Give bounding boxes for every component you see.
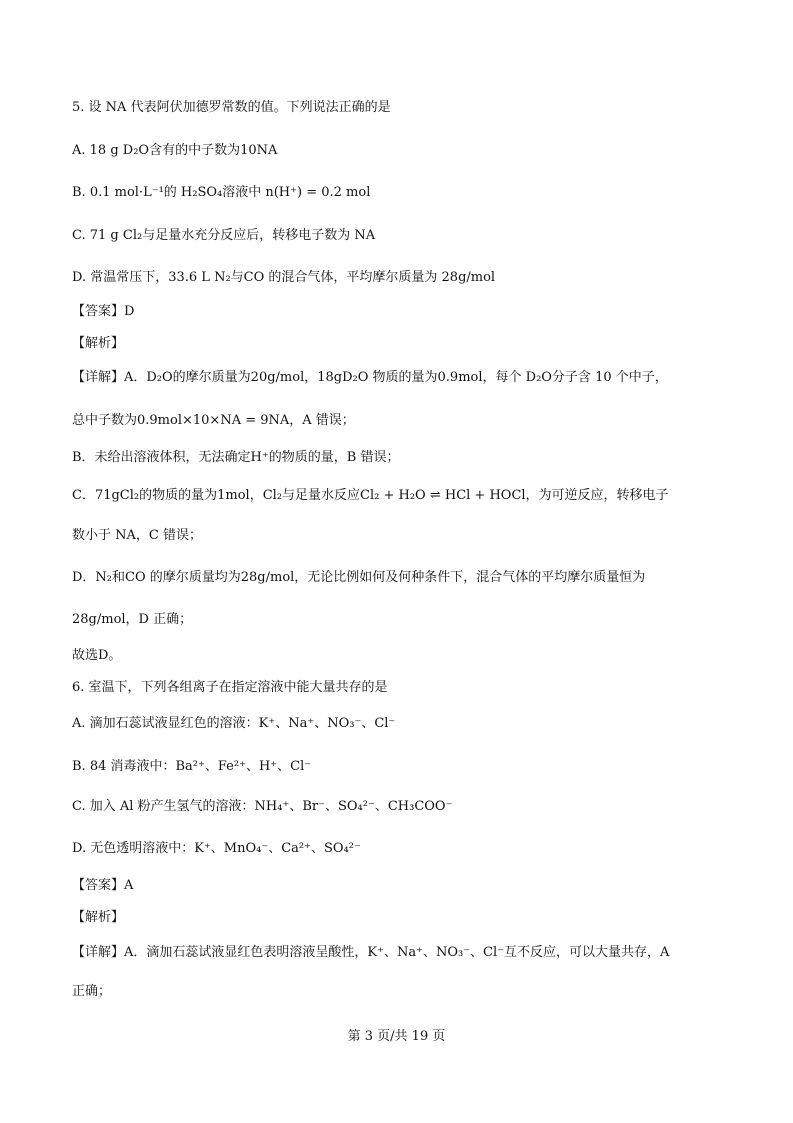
question-5-option-a: A. 18 g D₂O含有的中子数为10NA — [72, 143, 278, 158]
question-6-answer: 【答案】A — [72, 878, 134, 893]
question-5-stem: 5. 设 NA 代表阿伏加德罗常数的值。下列说法正确的是 — [72, 100, 391, 115]
question-6-detail-a-line1: 【详解】A．滴加石蕊试液显红色表明溶液呈酸性，K⁺、Na⁺、NO₃⁻、Cl⁻互不反应，可以大量共存，A — [72, 945, 670, 960]
question-6-option-a: A. 滴加石蕊试液显红色的溶液：K⁺、Na⁺、NO₃⁻、Cl⁻ — [72, 716, 396, 731]
question-6-option-b: B. 84 消毒液中：Ba²⁺、Fe²⁺、H⁺、Cl⁻ — [72, 759, 312, 774]
question-5-detail-a-line1: 【详解】A．D₂O的摩尔质量为20g/mol，18gD₂O 物质的量为0.9mol，每个 D₂O分子含 10 个中子， — [72, 370, 668, 385]
question-6-detail-a-line2: 正确； — [72, 984, 112, 999]
question-5-detail-c-line2: 数小于 NA，C 错误； — [72, 528, 202, 543]
question-6-option-d: D. 无色透明溶液中：K⁺、MnO₄⁻、Ca²⁺、SO₄²⁻ — [72, 841, 361, 856]
question-5-option-b: B. 0.1 mol·L⁻¹的 H₂SO₄溶液中 n(H⁺) = 0.2 mol — [72, 185, 371, 200]
question-5-detail-b: B．未给出溶液体积，无法确定H⁺的物质的量，B 错误； — [72, 450, 400, 465]
page-footer: 第 3 页/共 19 页 — [347, 1029, 446, 1044]
question-6-option-c: C. 加入 Al 粉产生氢气的溶液：NH₄⁺、Br⁻、SO₄²⁻、CH₃COO⁻ — [72, 799, 453, 814]
question-5-conclusion: 故选D。 — [72, 648, 122, 663]
question-5-option-c: C. 71 g Cl₂与足量水充分反应后，转移电子数为 NA — [72, 228, 376, 243]
question-5-answer: 【答案】D — [72, 304, 135, 319]
question-5-option-d: D. 常温常压下，33.6 L N₂与CO 的混合气体，平均摩尔质量为 28g/mol — [72, 270, 496, 285]
question-5-detail-d-line1: D．N₂和CO 的摩尔质量均为28g/mol，无论比例如何及何种条件下，混合气体的平均摩尔质量恒为 — [72, 570, 646, 585]
question-5-detail-c-line1: C．71gCl₂的物质的量为1mol，Cl₂与足量水反应Cl₂ + H₂O ⇌ HCl + HOCl，为可逆反应，转移电子 — [72, 488, 669, 503]
question-6-stem: 6. 室温下，下列各组离子在指定溶液中能大量共存的是 — [72, 680, 388, 695]
question-6-analysis-label: 【解析】 — [72, 910, 125, 925]
question-5-analysis-label: 【解析】 — [72, 336, 125, 351]
question-5-detail-d-line2: 28g/mol，D 正确； — [72, 612, 193, 627]
question-5-detail-a-line2: 总中子数为0.9mol×10×NA = 9NA，A 错误； — [72, 413, 355, 428]
